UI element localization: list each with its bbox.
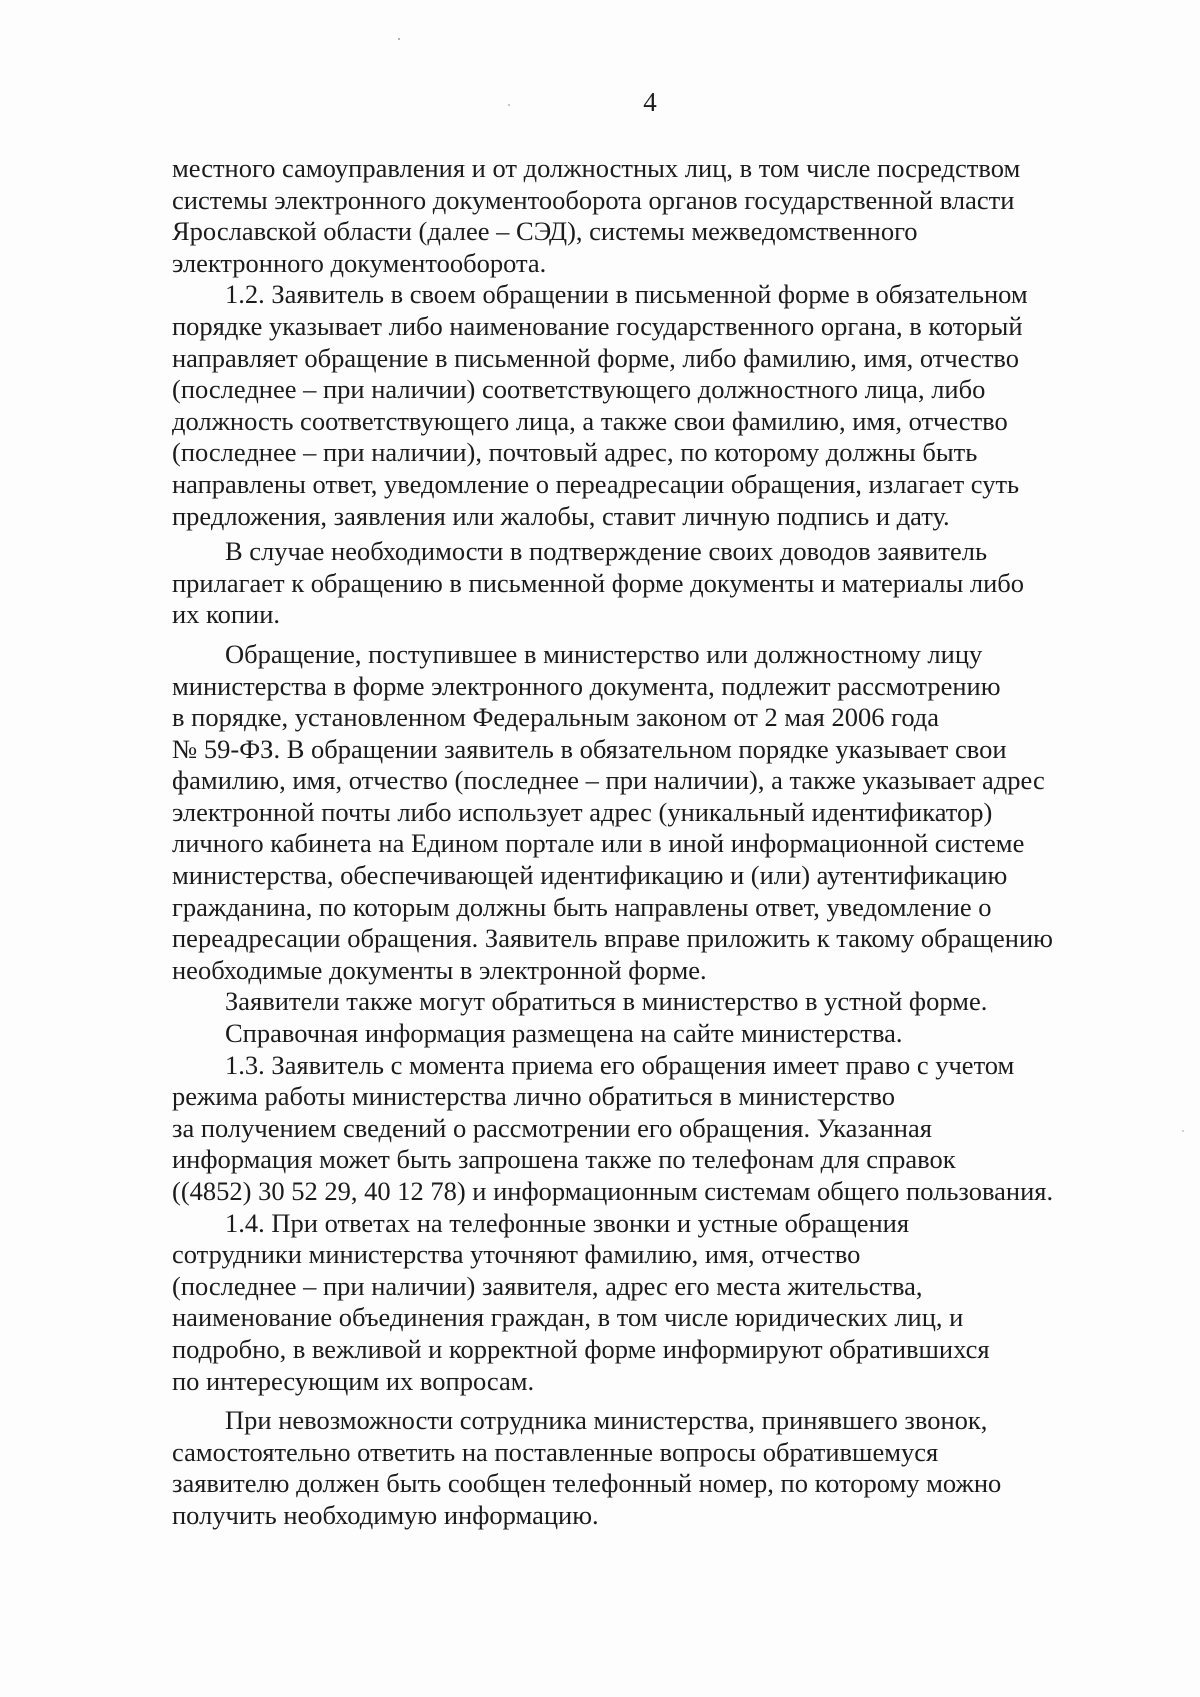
paragraph-1-2: 1.2. Заявитель в своем обращении в письменной форме в обязательном порядке указывает либо наименование государственного органа, в который направляет обращение в письменной форме, либо фамилию, имя, отчество (последнее – при наличии) соответствующего должностного лица, либо должность соответствующего лица, а также свои фамилию, имя, отчество (последнее – при наличии), почтовый адрес, по которому должны быть направлены ответ, уведомление о переадресации обращения, излагает суть предложения, заявления или жалобы, ставит личную подпись и дату. [172, 279, 1028, 531]
paragraph-continuation: местного самоуправления и от должностных лиц, в том числе посредством системы электронного документооборота органов государственной власти Ярославской области (далее – СЭД), системы межведомственного электронного документооборота. [172, 153, 1021, 278]
document-body [172, 153, 1120, 1532]
paragraph-1-3: 1.3. Заявитель с момента приема его обращения имеет право с учетом режима работы министерства лично обратиться в министерство за получением сведений о рассмотрении его обращения. Указанная информация может быть запрошена также по телефонам для справок ((4852) 30 52 29, 40 12 78) и информационным системам общего пользования. [172, 1049, 1054, 1206]
paragraph-reference-info: Справочная информация размещена на сайте министерства. [172, 1018, 903, 1049]
paragraph-phone-number: При невозможности сотрудника министерства, принявшего звонок, самостоятельно ответить на поставленные вопросы обратившемуся заявителю должен быть сообщен телефонный номер, по которому можно получить необходимую информацию. [172, 1405, 1002, 1530]
paragraph-electronic-appeal: Обращение, поступившее в министерство или должностному лицу министерства в форме электронного документа, подлежит рассмотрению в порядке, установленном Федеральным законом от 2 мая 2006 года № 59-ФЗ. В обращении заявитель в обязательном порядке указывает свои фамилию, имя, отчество (последнее – при наличии), а также указывает адрес электронной почты либо использует адрес (уникальный идентификатор) личного кабинета на Едином портале или в иной информационной системе министерства, обеспечивающей идентификацию и (или) аутентификацию гражданина, по которым должны быть направлены ответ, уведомление о переадресации обращения. Заявитель вправе приложить к такому обращению необходимые документы в электронной форме. [172, 638, 1053, 985]
scan-speck [1182, 1130, 1184, 1132]
scan-speck [398, 38, 400, 40]
paragraph-oral-appeal: Заявители также могут обратиться в министерство в устной форме. [172, 986, 988, 1017]
paragraph-supporting-documents: В случае необходимости в подтверждение своих доводов заявитель прилагает к обращению в письменной форме документы и материалы либо их копии. [172, 536, 1025, 630]
page-number: 4 [643, 87, 657, 117]
paragraph-1-4: 1.4. При ответах на телефонные звонки и устные обращения сотрудники министерства уточняют фамилию, имя, отчество (последнее – при наличии) заявителя, адрес его места жительства, наименование объединения граждан, в том числе юридических лиц, и подробно, в вежливой и корректной форме информируют обратившихся по интересующим их вопросам. [172, 1207, 990, 1396]
scan-speck [508, 104, 510, 106]
